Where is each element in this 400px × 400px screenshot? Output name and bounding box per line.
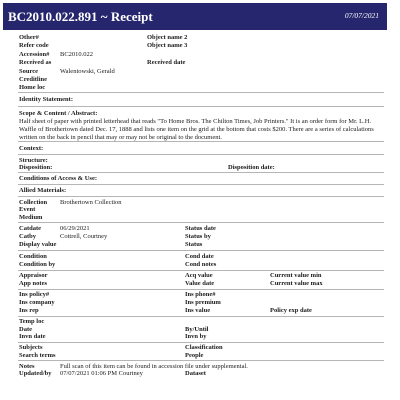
people-label: People	[185, 352, 204, 359]
temp-loc-label: Temp loc	[19, 318, 45, 325]
search-terms-label: Search terms	[19, 352, 56, 359]
disposition-label: Disposition:	[19, 164, 53, 171]
disposition-date-label: Disposition date:	[228, 164, 275, 171]
divider	[18, 141, 384, 142]
notes-label: Notes	[19, 363, 35, 370]
accession-value: BC2010.022	[60, 51, 94, 58]
notes-value: Full scan of this item can be found in accession file under supplemental.	[60, 363, 248, 370]
divider	[18, 316, 384, 317]
cond-date-label: Cond date	[185, 253, 214, 260]
current-value-min-label: Current value min	[270, 272, 322, 279]
subjects-label: Subjects	[19, 344, 43, 351]
medium-label: Medium	[19, 214, 43, 221]
invn-by-label: Invn by	[185, 333, 207, 340]
catby-label: Catby	[19, 233, 36, 240]
date-label: Date	[19, 326, 32, 333]
value-date-label: Value date	[185, 280, 215, 287]
identity-statement-label: Identity Statement:	[19, 96, 73, 103]
received-date-label: Received date	[147, 59, 186, 66]
ins-policy-label: Ins policy#	[19, 291, 50, 298]
cond-notes-label: Cond notes	[185, 261, 217, 268]
received-as-label: Received as	[19, 59, 52, 66]
divider	[18, 154, 384, 155]
collection-value: Brothertown Collection	[60, 199, 122, 206]
ins-company-label: Ins company	[19, 299, 55, 306]
ins-rep-label: Ins rep	[19, 307, 39, 314]
updated-by-label: Updated/by	[19, 370, 52, 377]
by-until-label: By/Until	[185, 326, 209, 333]
status-by-label: Status by	[185, 233, 211, 240]
acq-value-label: Acq value	[185, 272, 213, 279]
other-num-label: Other#	[19, 34, 39, 41]
divider	[18, 342, 384, 343]
catdate-value: 06/29/2021	[60, 225, 90, 232]
collection-label: Collection	[19, 199, 48, 206]
conditions-access-label: Conditions of Access & Use:	[19, 175, 97, 182]
current-value-max-label: Current value max	[270, 280, 323, 287]
object-name-2-label: Object name 2	[147, 34, 188, 41]
divider	[18, 196, 384, 197]
allied-materials-label: Allied Materials:	[19, 187, 67, 194]
accession-label: Accession#	[19, 51, 50, 58]
display-value-label: Display value	[19, 241, 57, 248]
home-loc-label: Home loc	[19, 84, 46, 91]
invn-date-label: Invn date	[19, 333, 46, 340]
context-label: Context:	[19, 145, 44, 152]
appraisor-label: Appraisor	[19, 272, 48, 279]
condition-label: Condition	[19, 253, 47, 260]
creditline-label: Creditline	[19, 76, 48, 83]
refer-code-label: Refer code	[19, 42, 49, 49]
event-label: Event	[19, 206, 36, 213]
page-title: BC2010.022.891 ~ Receipt	[8, 9, 153, 24]
classification-label: Classification	[185, 344, 223, 351]
divider	[18, 250, 384, 251]
divider	[18, 222, 384, 223]
ins-phone-label: Ins phone#	[185, 291, 216, 298]
title-bar	[3, 3, 387, 30]
structure-label: Structure:	[19, 157, 48, 164]
catdate-label: Catdate	[19, 225, 42, 232]
condition-by-label: Condition by	[19, 261, 56, 268]
app-notes-label: App notes	[19, 280, 47, 287]
ins-value-label: Ins value	[185, 307, 211, 314]
status-label: Status	[185, 241, 203, 248]
source-value: Walentowski, Gerald	[60, 68, 115, 75]
source-label: Source	[19, 68, 39, 75]
status-date-label: Status date	[185, 225, 216, 232]
policy-exp-date-label: Policy exp date	[270, 307, 312, 314]
divider	[18, 106, 384, 107]
updated-by-value: 07/07/2021 01:06 PM Courtney	[60, 370, 143, 377]
dataset-label: Dataset	[185, 370, 206, 377]
scope-text: Half sheet of paper with printed letterhead that reads "To Home Bros. The Chilton Times, Job Printers." It is an order form for Mr. L.H. Waffle of Brothertown dated Dec. 17, 1888 and lists one item on the grid at the bottom that costs $200. There are a series of calculations written on the back in pencil that may or may not be original to the document.	[19, 118, 374, 141]
divider	[18, 172, 384, 173]
divider	[18, 184, 384, 185]
object-name-3-label: Object name 3	[147, 42, 188, 49]
divider	[18, 360, 384, 361]
divider	[18, 289, 384, 290]
divider	[18, 92, 384, 93]
header-date: 07/07/2021	[344, 11, 379, 20]
divider	[18, 270, 384, 271]
catby-value: Cottrell, Courtney	[60, 233, 108, 240]
scope-label: Scope & Content / Abstract:	[19, 110, 98, 117]
ins-premium-label: Ins premium	[185, 299, 221, 306]
